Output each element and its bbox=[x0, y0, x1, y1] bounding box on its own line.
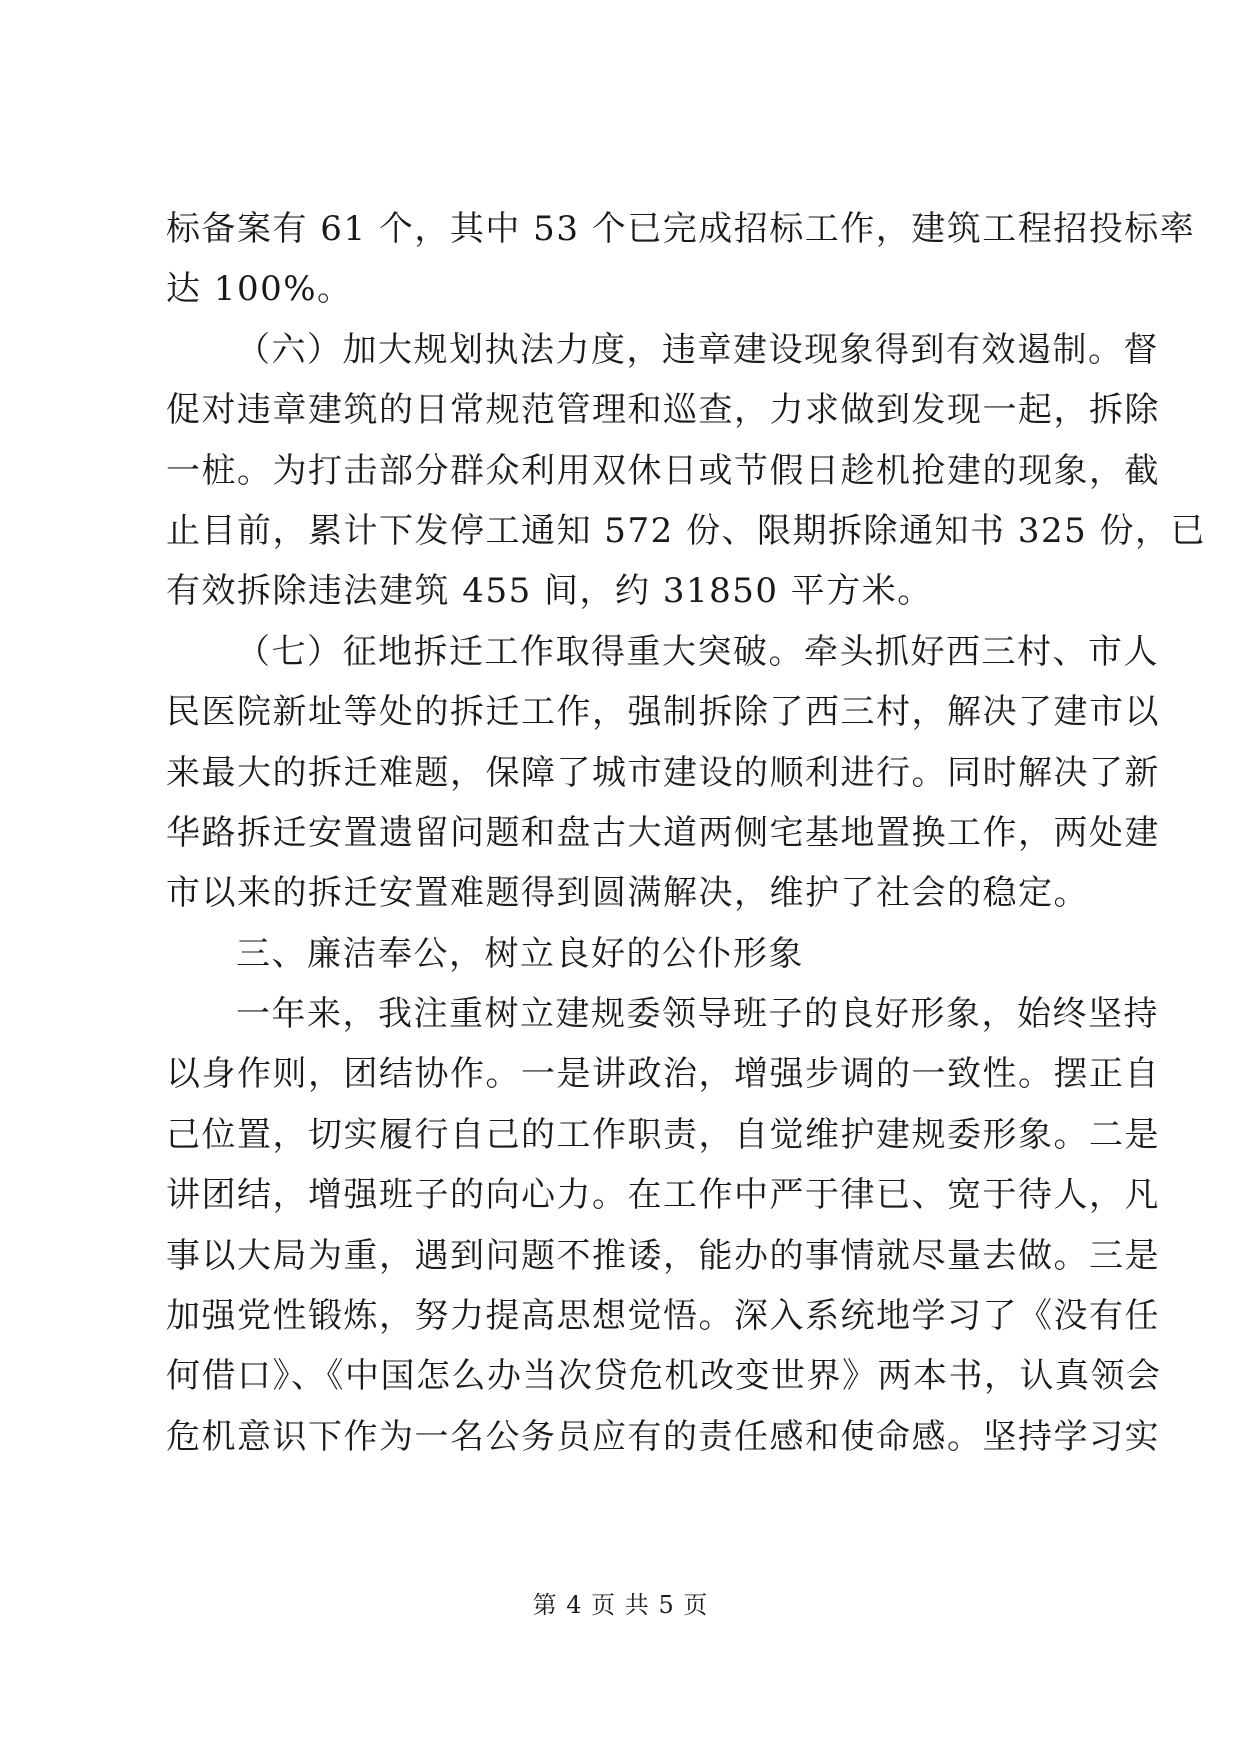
text-line: 来最大的拆迁难题，保障了城市建设的顺利进行。同时解决了新 bbox=[166, 752, 1160, 793]
text-line: 加强党性锻炼，努力提高思想觉悟。深入系统地学习了《没有任 bbox=[166, 1296, 1160, 1337]
section-heading: 三、廉洁奉公，树立良好的公仆形象 bbox=[236, 933, 804, 974]
text-line: 事以大局为重，遇到问题不推诿，能办的事情就尽量去做。三是 bbox=[166, 1235, 1160, 1276]
text-line: 以身作则，团结协作。一是讲政治，增强步调的一致性。摆正自 bbox=[166, 1054, 1160, 1095]
text-line: 讲团结，增强班子的向心力。在工作中严于律已、宽于待人，凡 bbox=[166, 1175, 1160, 1216]
text-line: 标备案有 61 个，其中 53 个已完成招标工作，建筑工程招投标率 bbox=[166, 209, 1196, 249]
text-line: 止目前，累计下发停工通知 572 份、限期拆除通知书 325 份，已 bbox=[166, 510, 1207, 551]
text-line: 民医院新址等处的拆迁工作，强制拆除了西三村，解决了建市以 bbox=[166, 692, 1160, 733]
text-line: （七）征地拆迁工作取得重大突破。牵头抓好西三村、市人 bbox=[236, 631, 1159, 672]
text-line: 危机意识下作为一名公务员应有的责任感和使命感。坚持学习实 bbox=[166, 1416, 1160, 1457]
page-number: 第 4 页 共 5 页 bbox=[532, 1591, 709, 1619]
text-line: 市以来的拆迁安置难题得到圆满解决，维护了社会的稳定。 bbox=[166, 873, 1089, 914]
text-line: 华路拆迁安置遗留问题和盘古大道两侧宅基地置换工作，两处建 bbox=[166, 812, 1160, 853]
body-text bbox=[166, 199, 1207, 1467]
text-line: 一年来，我注重树立建规委领导班子的良好形象，始终坚持 bbox=[236, 994, 1159, 1035]
text-line: 促对违章建筑的日常规范管理和巡查，力求做到发现一起，拆除 bbox=[166, 390, 1160, 431]
text-line: 有效拆除违法建筑 455 间，约 31850 平方米。 bbox=[166, 571, 933, 612]
text-line: 己位置，切实履行自己的工作职责，自觉维护建规委形象。二是 bbox=[166, 1114, 1160, 1155]
text-line: 达 100%。 bbox=[166, 269, 353, 310]
text-line: 何借口》、《中国怎么办当次贷危机改变世界》两本书，认真领会 bbox=[166, 1356, 1162, 1397]
text-line: （六）加大规划执法力度，违章建设现象得到有效遏制。督 bbox=[236, 329, 1159, 370]
text-line: 一桩。为打击部分群众利用双休日或节假日趁机抢建的现象，截 bbox=[166, 450, 1160, 491]
